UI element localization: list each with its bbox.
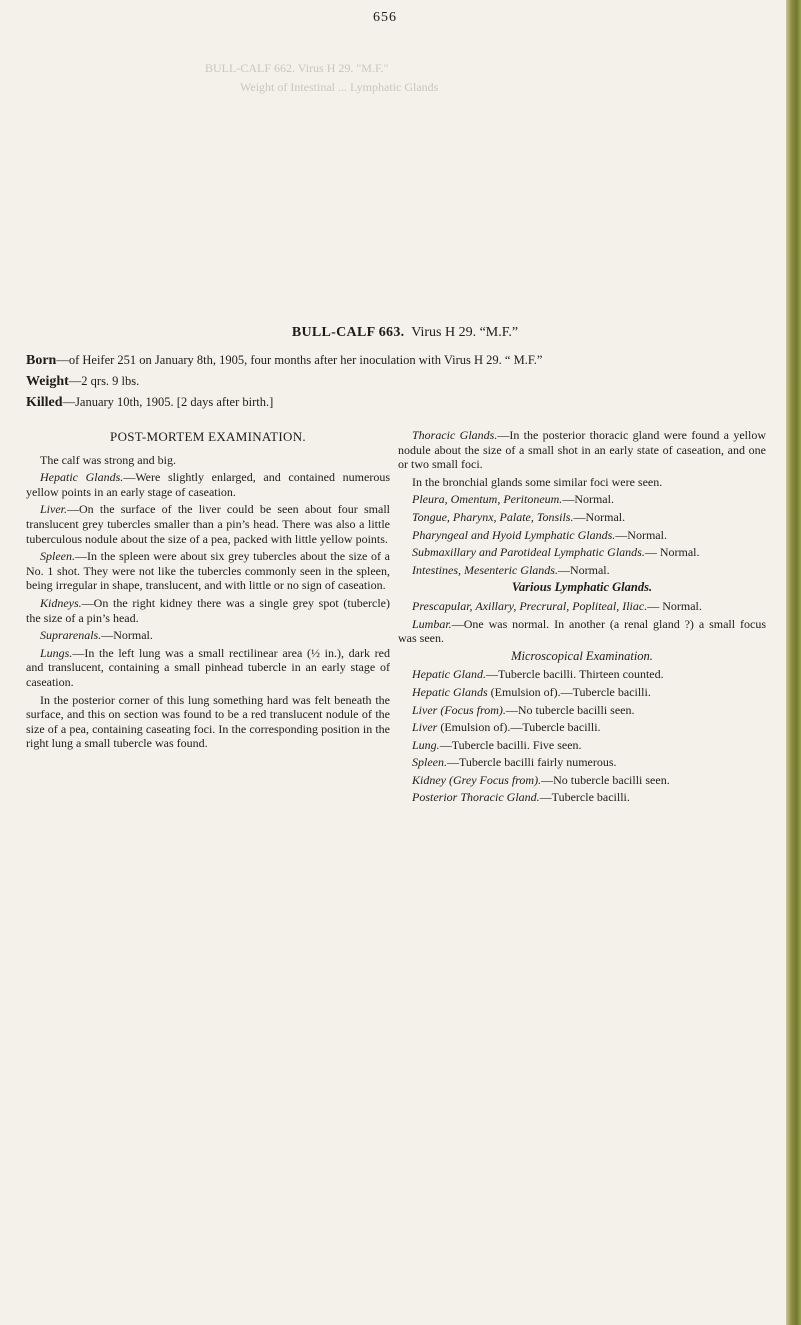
- microscopical-heading: Microscopical Examination.: [511, 648, 653, 663]
- postmortem-heading: POST-MORTEM EXAMINATION.: [110, 429, 306, 444]
- weight-line: [26, 374, 139, 390]
- page-number: 656: [373, 10, 397, 25]
- micro-term: Kidney (Grey Focus from).: [412, 772, 542, 787]
- thoracic-text: —In the posterior thoracic gland were found a yellow nodule about the size of a small shot in an early state of caseation, and one or two small foci.: [398, 428, 766, 472]
- spleen-text: —In the spleen were about six grey tubercles about the size of a No. 1 shot. They were not like the tubercles commonly seen in the spleen, being irregular in shape, translucent, and with little or no sign of caseation.: [26, 549, 390, 593]
- marker-label: “M.F.”: [479, 325, 519, 340]
- born-label: Born: [26, 353, 57, 368]
- intestines-paragraph: [398, 563, 766, 578]
- micro-liver-focus: [398, 703, 766, 718]
- killed-line: [26, 395, 273, 411]
- micro-term: Posterior Thoracic Gland.: [412, 790, 540, 805]
- right-column: [398, 428, 766, 808]
- micro-hepatic-glands: [398, 685, 766, 700]
- micro-spleen: [398, 755, 766, 770]
- prescapular-paragraph: [398, 599, 766, 614]
- suprarenals-text: —Normal.: [101, 628, 153, 643]
- lumbar-text: —One was normal. In another (a renal gland ?) a small focus was seen.: [398, 616, 766, 646]
- micro-thoracic-gland: [398, 790, 766, 805]
- micro-text: —No tubercle bacilli seen.: [541, 772, 670, 787]
- liver-term: Liver.: [40, 502, 67, 517]
- lungs-paragraph: [26, 646, 390, 690]
- lungs-text: —In the left lung was a small rectilinear area (½ in.), dark red and translucent, containing a small pinhead tubercle in an early stage of caseation.: [26, 645, 390, 689]
- hepatic-paragraph: [26, 470, 390, 499]
- suprarenals-term: Suprarenals.: [40, 628, 102, 643]
- show-through-text: BULL-CALF 662. Virus H 29. "M.F.": [205, 61, 389, 75]
- killed-label: Killed: [26, 395, 63, 410]
- intro-paragraph: The calf was strong and big.: [40, 452, 176, 467]
- show-through-text: Weight of Intestinal ... Lymphatic Glands: [240, 80, 439, 94]
- micro-lung: [398, 738, 766, 753]
- micro-term: Spleen.: [412, 755, 447, 770]
- micro-term: Liver (Focus from).: [412, 702, 506, 717]
- micro-term: Lung.: [412, 737, 440, 752]
- tongue-text: —Normal.: [573, 509, 626, 524]
- micro-text: —Tubercle bacilli fairly numerous.: [447, 755, 617, 770]
- micro-term: Liver: [412, 720, 438, 735]
- submaxillary-paragraph: [398, 545, 766, 560]
- micro-text: —Tubercle bacilli. Five seen.: [439, 737, 582, 752]
- pleura-text: —Normal.: [562, 492, 614, 507]
- micro-liver-emulsion: [398, 720, 766, 735]
- virus-label: Virus H 29.: [411, 325, 477, 340]
- micro-text: —Tubercle bacilli. Thirteen counted.: [486, 667, 664, 682]
- submaxillary-text: — Normal.: [644, 545, 700, 560]
- micro-text: —No tubercle bacilli seen.: [505, 702, 635, 717]
- born-text: —of Heifer 251 on January 8th, 1905, four months after her inoculation with Virus H 29. “ M.F.”: [56, 353, 543, 367]
- page-header: [30, 325, 780, 341]
- micro-text: (Emulsion of).—Tubercle bacilli.: [437, 720, 601, 735]
- kidneys-paragraph: [26, 596, 390, 625]
- micro-term: Hepatic Gland.: [412, 667, 486, 682]
- intestines-text: —Normal.: [557, 562, 610, 577]
- micro-hepatic-gland: [398, 667, 766, 682]
- micro-text: —Tubercle bacilli.: [539, 790, 630, 805]
- lumbar-term: Lumbar.: [412, 616, 452, 631]
- lungs-paragraph-2: In the posterior corner of this lung something hard was felt beneath the surface, and this on section was found to be a red translucent nodule of the size of a pea, containing caseating foci. In the corresponding position in the right lung a small tubercle was found.: [26, 692, 390, 751]
- page-edge: [786, 0, 801, 1325]
- micro-term: Hepatic Glands: [412, 684, 488, 699]
- suprarenals-paragraph: [26, 628, 390, 643]
- pharyngeal-text: —Normal.: [615, 527, 667, 542]
- micro-text: (Emulsion of).—Tubercle bacilli.: [487, 684, 651, 699]
- liver-paragraph: [26, 502, 390, 546]
- weight-label: Weight: [26, 374, 69, 389]
- spleen-term: Spleen.: [40, 549, 75, 564]
- hepatic-term: Hepatic Glands.: [40, 470, 124, 485]
- pharyngeal-term: Pharyngeal and Hyoid Lymphatic Glands.: [412, 527, 616, 542]
- weight-text: —2 qrs. 9 lbs.: [68, 374, 140, 388]
- submaxillary-term: Submaxillary and Parotideal Lymphatic Glands.: [412, 545, 645, 560]
- liver-text: —On the surface of the liver could be seen about four small translucent grey tubercles smaller than a pin’s head. There was also a little tuberculous nodule about the size of a pea, packed with little yellow points.: [26, 502, 390, 546]
- various-glands-heading: Various Lymphatic Glands.: [511, 580, 653, 595]
- pleura-term: Pleura, Omentum, Peritoneum.: [412, 492, 563, 507]
- bronchial-paragraph: In the bronchial glands some similar foci were seen.: [412, 474, 663, 489]
- kidneys-text: —On the right kidney there was a single grey spot (tubercle) the size of a pin’s head.: [26, 595, 390, 625]
- left-column: [26, 428, 390, 754]
- pharyngeal-paragraph: [398, 528, 766, 543]
- tongue-term: Tongue, Pharynx, Palate, Tonsils.: [412, 509, 574, 524]
- intestines-term: Intestines, Mesenteric Glands.: [412, 562, 558, 577]
- pleura-paragraph: [398, 492, 766, 507]
- thoracic-term: Thoracic Glands.: [412, 428, 498, 442]
- lungs-term: Lungs.: [40, 645, 73, 660]
- prescapular-text: — Normal.: [647, 598, 702, 613]
- lumbar-paragraph: [398, 617, 766, 646]
- tongue-paragraph: [398, 510, 766, 525]
- micro-kidney: [398, 773, 766, 788]
- prescapular-term: Prescapular, Axillary, Precrural, Popliteal, Iliac.: [412, 598, 648, 613]
- calf-title: BULL-CALF 663.: [291, 325, 405, 340]
- spleen-paragraph: [26, 549, 390, 593]
- kidneys-term: Kidneys.: [40, 595, 82, 610]
- thoracic-paragraph: [398, 428, 766, 472]
- hepatic-text: —Were slightly enlarged, and contained numerous yellow points in an early stage of caseation.: [26, 470, 390, 499]
- born-line: [26, 353, 542, 369]
- killed-text: —January 10th, 1905. [2 days after birth.]: [62, 395, 274, 409]
